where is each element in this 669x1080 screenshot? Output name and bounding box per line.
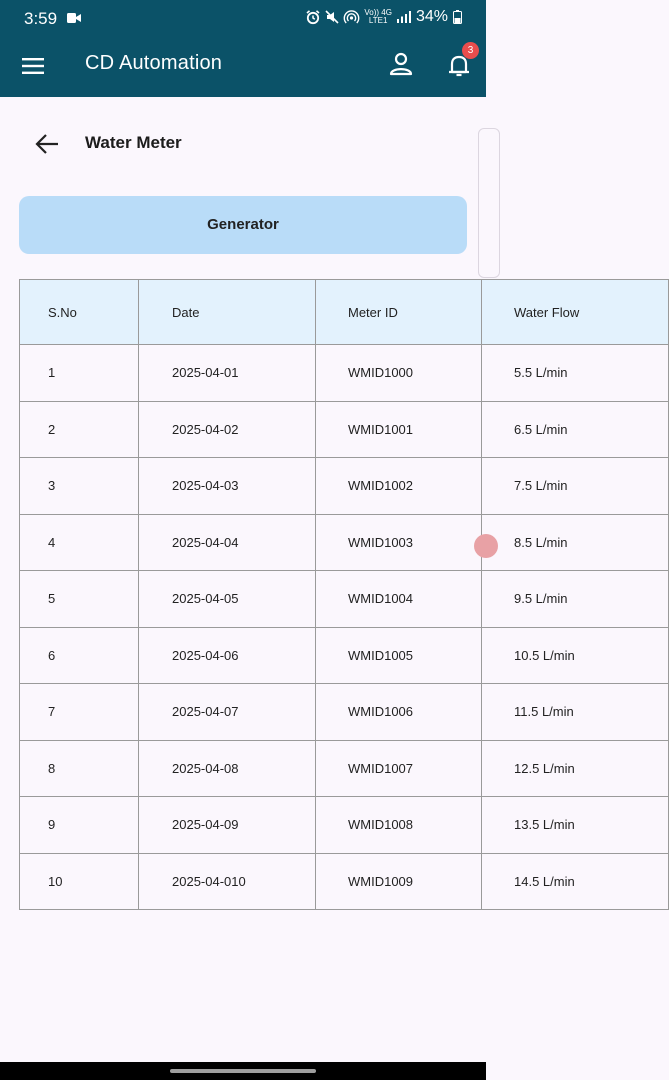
cell-sno: 3 xyxy=(20,458,139,515)
cell-date: 2025-04-02 xyxy=(139,401,316,458)
cell-water-flow: 13.5 L/min xyxy=(482,797,669,854)
cell-meter-id: WMID1002 xyxy=(316,458,482,515)
cell-date: 2025-04-06 xyxy=(139,627,316,684)
battery-icon xyxy=(453,10,462,24)
alarm-icon xyxy=(306,10,320,24)
cell-meter-id: WMID1003 xyxy=(316,514,482,571)
app-bar xyxy=(0,36,486,97)
generator-button[interactable]: Generator xyxy=(19,196,467,254)
cell-water-flow: 5.5 L/min xyxy=(482,345,669,402)
profile-icon[interactable] xyxy=(387,50,415,78)
back-arrow-icon[interactable] xyxy=(34,132,60,156)
water-meter-table[interactable] xyxy=(19,279,580,912)
cell-meter-id: WMID1001 xyxy=(316,401,482,458)
cell-date: 2025-04-09 xyxy=(139,797,316,854)
cell-meter-id: WMID1004 xyxy=(316,571,482,628)
mute-icon xyxy=(325,10,339,24)
cell-water-flow: 9.5 L/min xyxy=(482,571,669,628)
table-row xyxy=(20,458,669,515)
table-row xyxy=(20,345,669,402)
cell-water-flow: 6.5 L/min xyxy=(482,401,669,458)
cell-date: 2025-04-05 xyxy=(139,571,316,628)
page-title: Water Meter xyxy=(85,133,182,152)
cell-sno: 5 xyxy=(20,571,139,628)
cell-sno: 10 xyxy=(20,853,139,910)
cell-sno: 8 xyxy=(20,740,139,797)
cell-water-flow: 7.5 L/min xyxy=(482,458,669,515)
cell-meter-id: WMID1007 xyxy=(316,740,482,797)
cell-sno: 1 xyxy=(20,345,139,402)
app-title: CD Automation xyxy=(85,52,223,74)
cell-date: 2025-04-08 xyxy=(139,740,316,797)
side-panel-edge[interactable] xyxy=(478,128,500,278)
menu-icon[interactable] xyxy=(20,53,46,79)
cell-date: 2025-04-01 xyxy=(139,345,316,402)
cell-date: 2025-04-03 xyxy=(139,458,316,515)
table-row xyxy=(20,514,669,571)
cell-water-flow: 10.5 L/min xyxy=(482,627,669,684)
signal-icon xyxy=(397,11,411,23)
cell-meter-id: WMID1008 xyxy=(316,797,482,854)
cell-water-flow: 14.5 L/min xyxy=(482,853,669,910)
table-row xyxy=(20,853,669,910)
cell-water-flow: 8.5 L/min xyxy=(482,514,669,571)
status-bar xyxy=(0,0,486,36)
home-gesture-pill[interactable] xyxy=(170,1069,316,1073)
status-time: 3:59 xyxy=(24,9,58,28)
cell-water-flow: 11.5 L/min xyxy=(482,684,669,741)
cell-date: 2025-04-07 xyxy=(139,684,316,741)
battery-percent: 34% xyxy=(415,8,448,25)
cell-meter-id: WMID1009 xyxy=(316,853,482,910)
cell-sno: 9 xyxy=(20,797,139,854)
table-row xyxy=(20,401,669,458)
floating-handle[interactable] xyxy=(474,534,498,558)
notification-badge: 3 xyxy=(462,42,479,59)
cell-meter-id: WMID1000 xyxy=(316,345,482,402)
header-sno: S.No xyxy=(20,280,139,345)
header-meter-id: Meter ID xyxy=(316,280,482,345)
cell-sno: 6 xyxy=(20,627,139,684)
cell-meter-id: WMID1005 xyxy=(316,627,482,684)
cell-date: 2025-04-010 xyxy=(139,853,316,910)
cell-sno: 4 xyxy=(20,514,139,571)
cell-water-flow: 12.5 L/min xyxy=(482,740,669,797)
cell-sno: 7 xyxy=(20,684,139,741)
table-row xyxy=(20,740,669,797)
table-row xyxy=(20,627,669,684)
video-icon xyxy=(67,13,81,23)
hotspot-icon xyxy=(344,10,359,24)
cell-meter-id: WMID1006 xyxy=(316,684,482,741)
network-type: Vo)) 4G LTE1 xyxy=(364,8,392,25)
table-row xyxy=(20,797,669,854)
header-water-flow: Water Flow xyxy=(482,280,669,345)
cell-date: 2025-04-04 xyxy=(139,514,316,571)
table-row xyxy=(20,571,669,628)
status-indicators xyxy=(306,8,462,26)
table-row xyxy=(20,684,669,741)
cell-sno: 2 xyxy=(20,401,139,458)
table-header-row xyxy=(20,280,669,345)
header-date: Date xyxy=(139,280,316,345)
